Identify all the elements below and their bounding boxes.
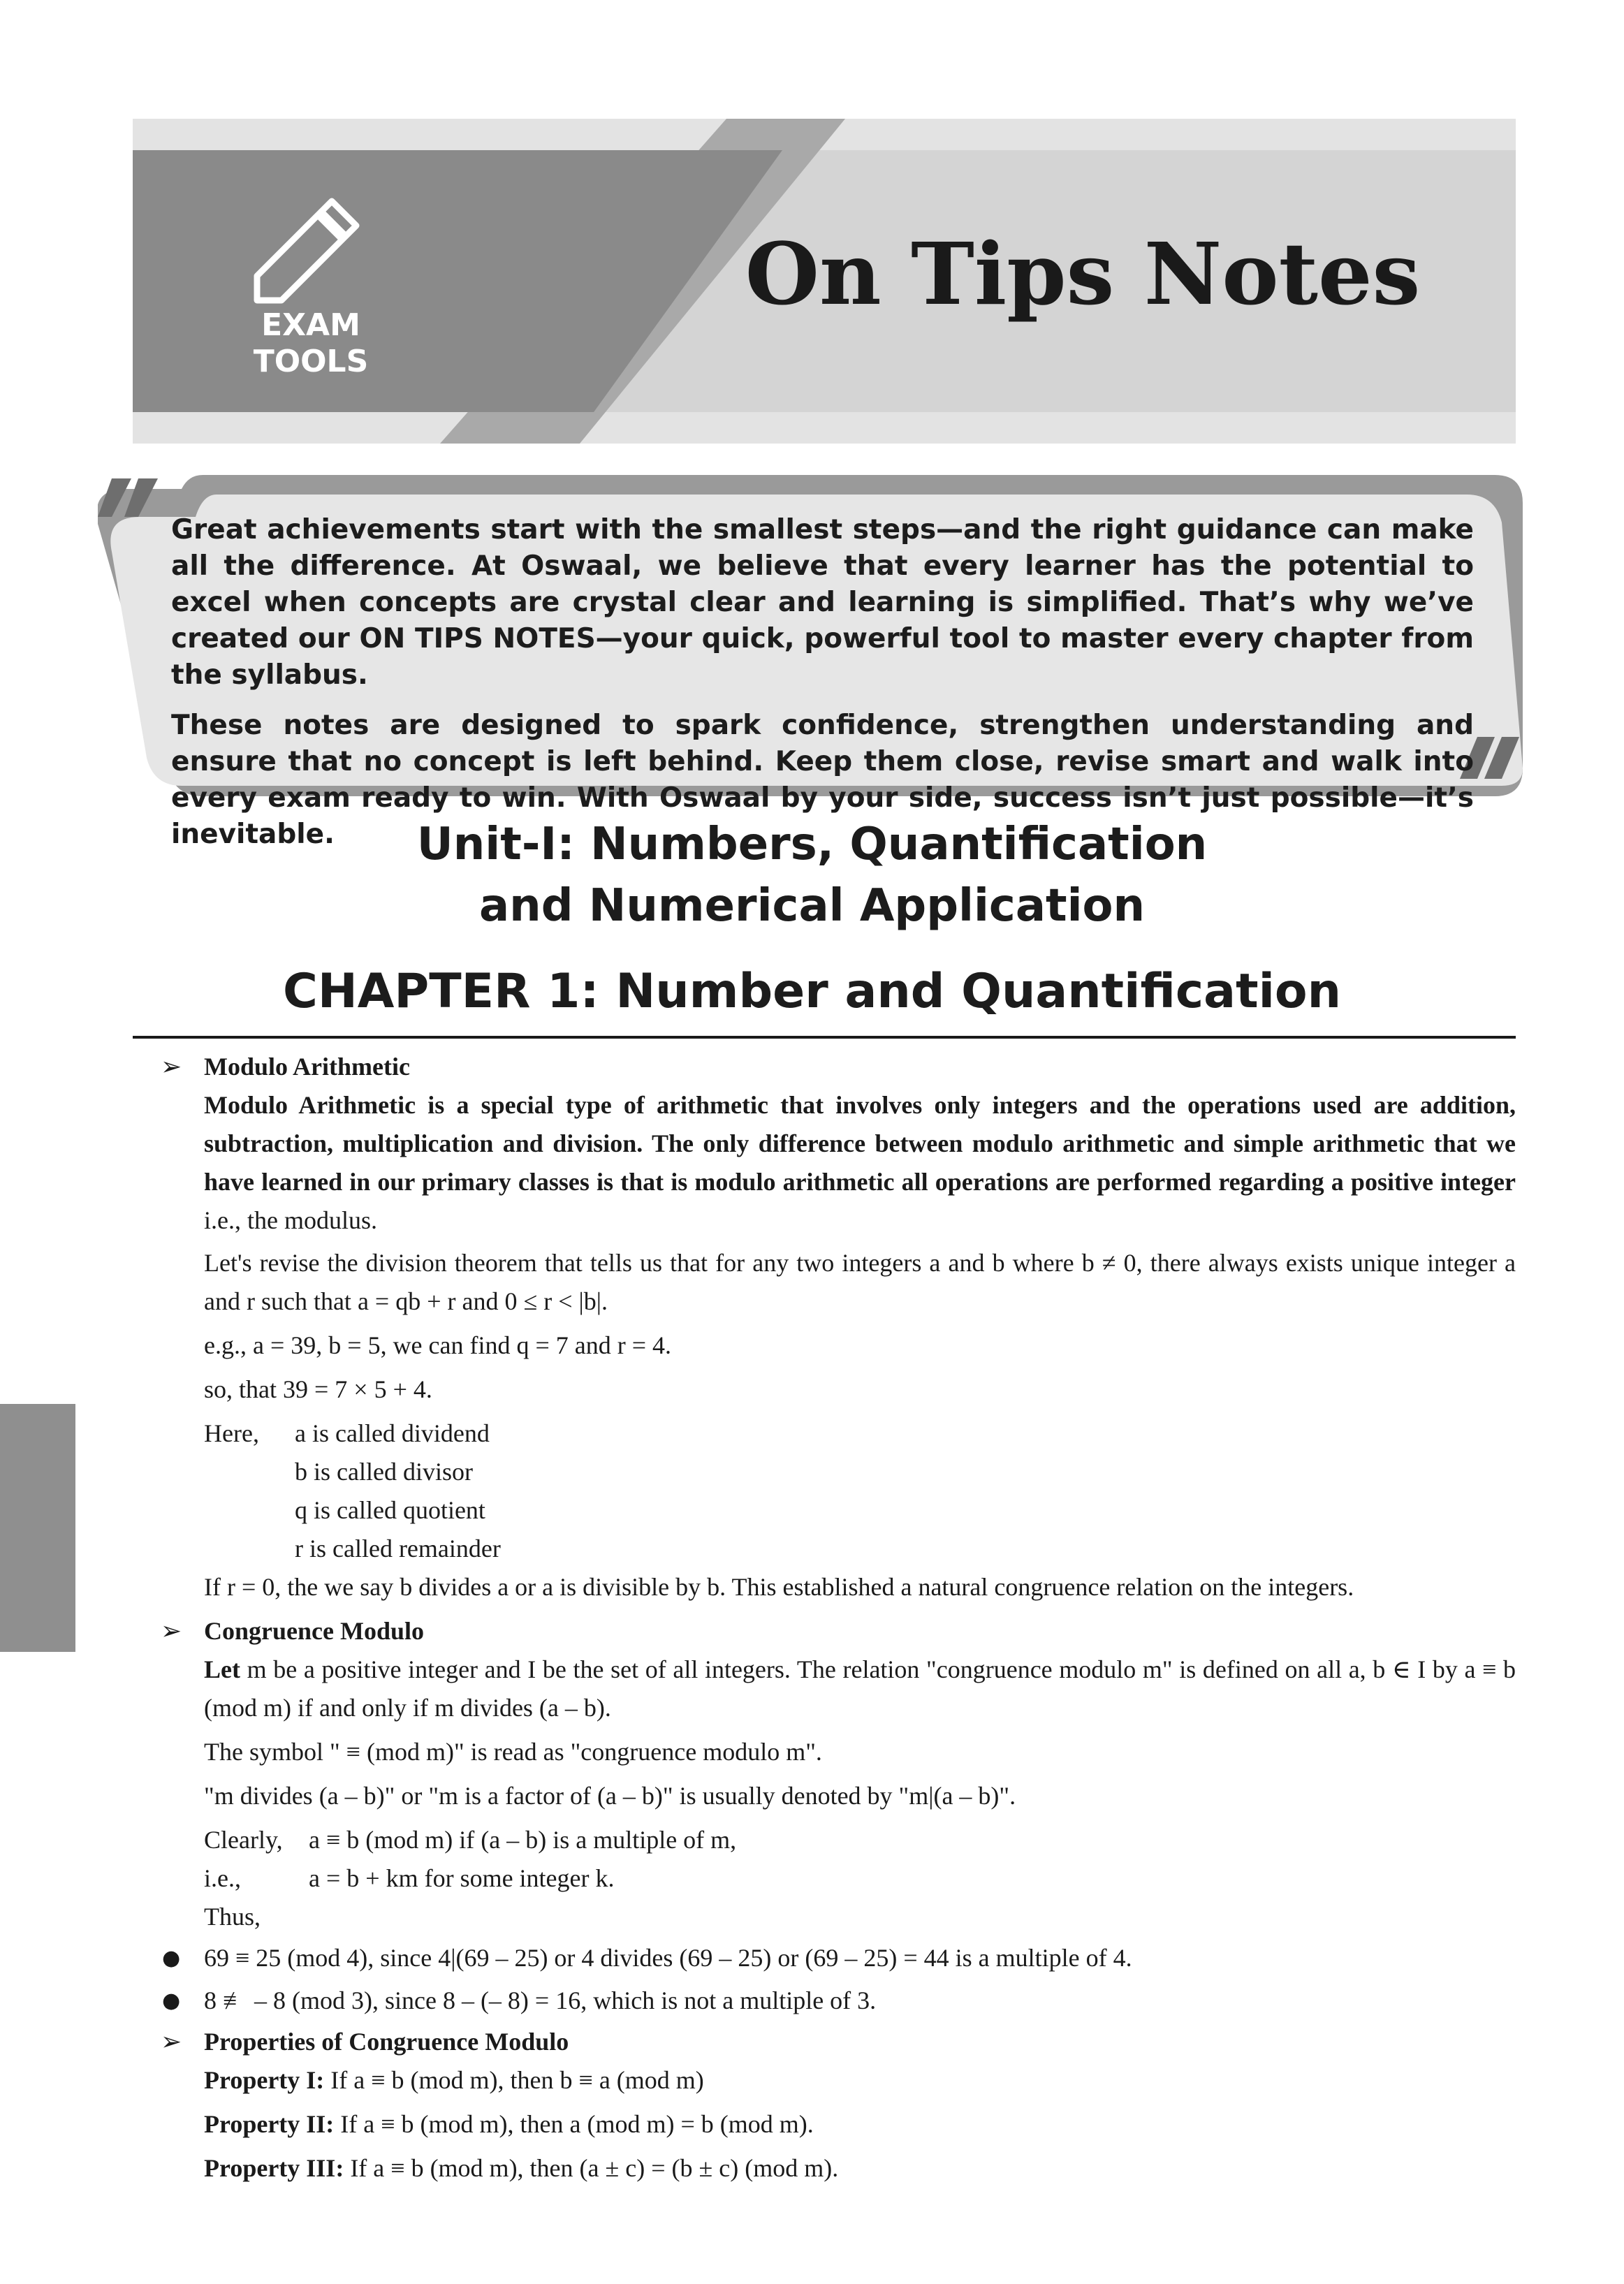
here-line: b is called divisor	[295, 1458, 473, 1486]
chapter-content	[161, 1048, 1516, 2193]
section-modulo-arithmetic	[161, 1048, 1516, 1606]
bullet-icon: ●	[162, 1989, 181, 2013]
division-theorem-paragraph: Let's revise the division theorem that tells us that for any two integers a and b where b ≠ 0, there always exists unique integer a and r such that a = qb + r and 0 ≤ r < |b|.	[204, 1249, 1516, 1315]
clearly-row	[204, 1821, 1516, 1859]
definition-paragraph	[204, 1086, 1516, 1240]
congruence-definition	[204, 1650, 1516, 1727]
ie-label: i.e.,	[204, 1864, 241, 1892]
ie-row	[204, 1859, 1516, 1898]
thus-label: Thus,	[204, 1903, 261, 1931]
pencil-icon	[251, 192, 363, 311]
property-line	[204, 2105, 1516, 2144]
here-label: Here,	[204, 1419, 259, 1447]
divider	[133, 1036, 1516, 1039]
congruence-definition-text: m be a positive integer and I be the set of all integers. The relation "congruence modulo m" is defined on all a, b ∈ I by a ≡ b (mod m) if and only if m divides (a – b).	[204, 1655, 1516, 1722]
property-text: If a ≡ b (mod m), then b ≡ a (mod m)	[324, 2066, 704, 2094]
unit-title-line-2: and Numerical Application	[478, 880, 1146, 932]
property-label: Property II:	[204, 2110, 335, 2138]
section-heading: Properties of Congruence Modulo	[204, 2028, 569, 2056]
property-text: If a ≡ b (mod m), then (a ± c) = (b ± c) (mod m).	[344, 2154, 839, 2182]
section-congruence-modulo	[161, 1612, 1516, 1936]
bullet-item	[161, 1939, 1516, 1977]
let-word: Let	[204, 1655, 240, 1683]
exam-tools-logo-text	[237, 307, 384, 380]
definition-tail: i.e., the modulus.	[204, 1206, 377, 1234]
arrow-icon: ➢	[161, 1617, 182, 1646]
example-line: e.g., a = 39, b = 5, we can find q = 7 and r = 4.	[204, 1331, 672, 1359]
unit-title-line-1: Unit-I: Numbers, Quantification	[416, 819, 1208, 870]
quote-paragraph-2: These notes are designed to spark confidence, strengthen understanding and ensure that no concept is left behind. Keep them close, revise smart and walk into every exam ready to win. With Oswaal by your side, success isn’t just possible—it’s inevitable.	[171, 710, 1474, 850]
clearly-label: Clearly,	[204, 1826, 283, 1854]
bullet-text: 69 ≡ 25 (mod 4), since 4|(69 – 25) or 4 divides (69 – 25) or (69 – 25) = 44 is a multiple of 4.	[204, 1944, 1132, 1972]
divisibility-paragraph: If r = 0, the we say b divides a or a is divisible by b. This established a natural congruence relation on the integers.	[204, 1573, 1354, 1601]
property-label: Property III:	[204, 2154, 344, 2182]
ie-text: a = b + km for some integer k.	[309, 1864, 615, 1892]
section-heading: Congruence Modulo	[204, 1617, 424, 1645]
here-list	[204, 1414, 1516, 1568]
logo-line-2: TOOLS	[253, 344, 369, 379]
property-text: If a ≡ b (mod m), then a (mod m) = b (mod m).	[334, 2110, 814, 2138]
logo-line-1: EXAM	[261, 307, 360, 343]
bullet-icon: ●	[162, 1946, 181, 1970]
section-heading: Modulo Arithmetic	[204, 1053, 410, 1081]
symbol-paragraph: The symbol " ≡ (mod m)" is read as "congruence modulo m".	[204, 1738, 822, 1766]
quote-paragraph-1: Great achievements start with the smallest steps—and the right guidance can make all the difference. At Oswaal, we believe that every learner has the potential to excel when concepts are crystal clear and learning is simplified. That’s why we’ve created our ON TIPS NOTES—your quick, powerful tool to master every chapter from the syllabus.	[171, 514, 1474, 691]
here-line: r is called remainder	[295, 1535, 501, 1562]
example-result: so, that 39 = 7 × 5 + 4.	[204, 1375, 432, 1403]
arrow-icon: ➢	[161, 2028, 182, 2056]
section-properties	[161, 2023, 1516, 2188]
property-label: Property I:	[204, 2066, 325, 2094]
clearly-text: a ≡ b (mod m) if (a – b) is a multiple of m,	[309, 1826, 737, 1854]
chapter-title: CHAPTER 1: Number and Quantification	[282, 964, 1342, 1019]
property-line	[204, 2061, 1516, 2100]
bullet-text: 8 ≢ – 8 (mod 3), since 8 – (– 8) = 16, which is not a multiple of 3.	[204, 1986, 877, 2014]
here-line: a is called dividend	[295, 1419, 490, 1447]
property-line	[204, 2149, 1516, 2188]
here-line: q is called quotient	[295, 1496, 485, 1524]
divides-paragraph: "m divides (a – b)" or "m is a factor of (a – b)" is usually denoted by "m|(a – b)".	[204, 1782, 1016, 1810]
unit-title	[0, 814, 1624, 937]
definition-bold: Modulo Arithmetic is a special type of arithmetic that involves only integers and the operations used are addition, subtraction, multiplication and division. The only difference between modulo arithmetic and simple arithmetic that we have learned in our primary classes is that is modulo arithmetic all operations are performed regarding a positive integer	[204, 1091, 1516, 1196]
arrow-icon: ➢	[161, 1053, 182, 1081]
side-tab	[0, 1404, 75, 1652]
banner-title: On Tips Notes	[745, 224, 1421, 324]
bullet-item	[161, 1982, 1516, 2020]
